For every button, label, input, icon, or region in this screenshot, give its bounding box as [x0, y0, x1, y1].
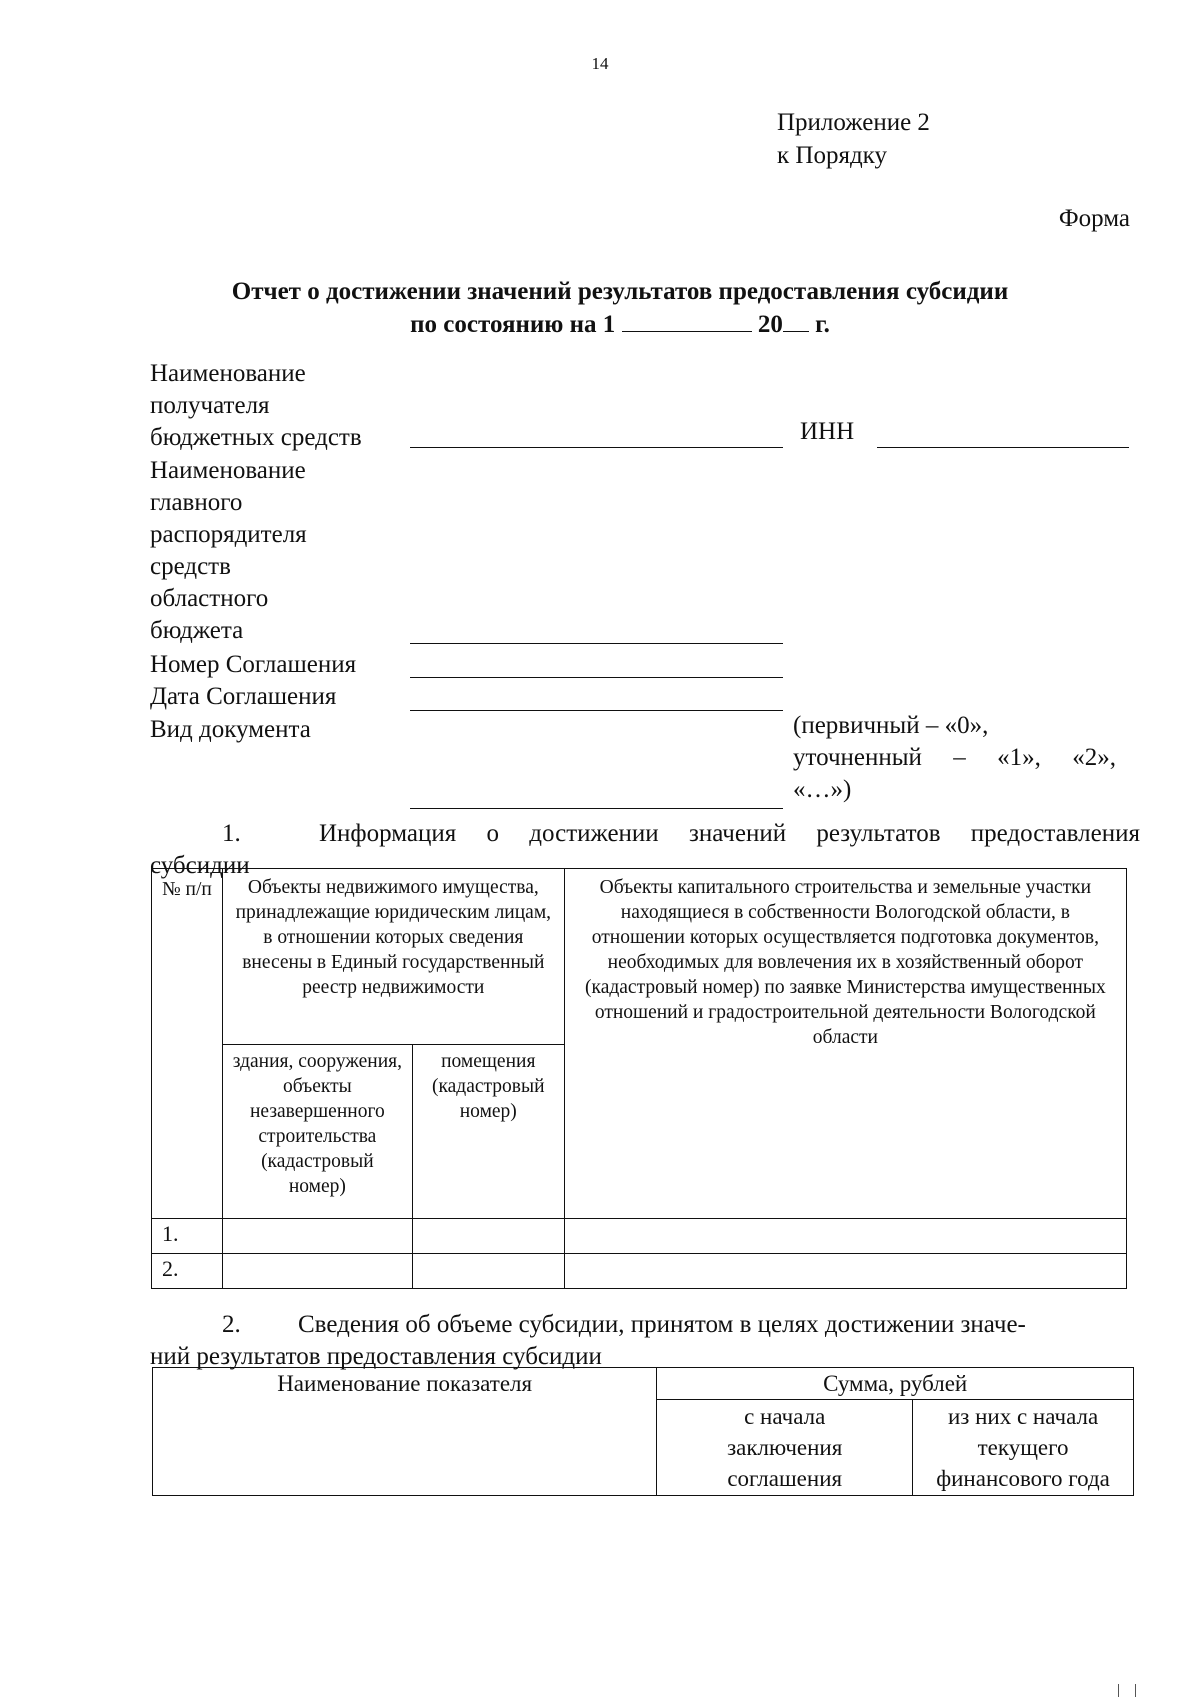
heading-line	[150, 1309, 1136, 1341]
form-label: Форма	[1058, 205, 1130, 232]
table-cell[interactable]	[412, 1219, 564, 1254]
table-row	[152, 1254, 1127, 1289]
agreement-date-field[interactable]	[410, 710, 783, 711]
results-table	[151, 868, 1127, 1289]
recipient-field[interactable]	[410, 447, 783, 448]
subsidy-volume-table	[152, 1367, 1134, 1496]
recipient-label	[150, 358, 362, 454]
header-cell-sum: Сумма, рублей	[657, 1368, 1134, 1400]
table-cell[interactable]	[564, 1219, 1126, 1254]
table-cell[interactable]	[564, 1254, 1126, 1289]
document-type-note	[793, 710, 1116, 806]
document-type-label: Вид документа	[150, 716, 311, 743]
header-cell-buildings: здания, сооружения, объекты незавершенного строительства (кадастровый номер)	[222, 1045, 412, 1219]
scan-edge-mark	[1118, 1684, 1136, 1697]
section-number: 1.	[222, 820, 241, 847]
heading-word: Информация	[319, 820, 457, 847]
table-cell[interactable]	[222, 1254, 412, 1289]
header-cell-capital-objects: Объекты капитального строительства и земельные участки находящиеся в собственности Вологодской области, в отношении которых осуществляется подготовка документов, необходимых для вовлечения их в хозяйственный оборот (кадастровый номер) по заявке Министерства имущественных отношений и градостроительной деятельности Вологодской области	[564, 869, 1126, 1219]
section-number: 2.	[222, 1311, 241, 1338]
table-cell[interactable]	[412, 1254, 564, 1289]
appendix-reference	[777, 106, 930, 172]
heading-line: субсидии	[150, 852, 250, 879]
agreement-date-label: Дата Соглашения	[150, 683, 337, 710]
heading-line	[150, 818, 1140, 850]
date-blank[interactable]	[622, 309, 752, 332]
label-line: главного	[150, 489, 243, 516]
document-type-field[interactable]	[410, 808, 783, 809]
label-line: Наименование	[150, 457, 306, 484]
agreement-number-field[interactable]	[410, 677, 783, 678]
note-word: «2»,	[1072, 744, 1116, 771]
header-cell-indicator: Наименование показателя	[153, 1368, 657, 1496]
agreement-number-label: Номер Соглашения	[150, 651, 357, 678]
note-word: «1»,	[997, 744, 1041, 771]
table-cell[interactable]	[222, 1219, 412, 1254]
header-cell-since-agreement: с начала заключения соглашения	[657, 1400, 913, 1496]
title-year: 20	[757, 311, 783, 338]
title-year-suffix: г.	[815, 311, 830, 338]
label-line: бюджетных средств	[150, 424, 362, 451]
year-blank[interactable]	[783, 309, 809, 332]
row-number: 2.	[152, 1254, 223, 1289]
table-row	[152, 1219, 1127, 1254]
heading-text: Сведения об объеме субсидии, принятом в целях достижении значе-	[298, 1311, 1026, 1338]
main-distributor-field[interactable]	[410, 643, 783, 644]
header-cell-since-year: из них с начала текущего финансового года	[913, 1400, 1134, 1496]
header-cell-num: № п/п	[152, 869, 223, 1219]
label-line: областного	[150, 585, 269, 612]
heading-word: предоставления	[970, 820, 1140, 847]
label-line: распорядителя	[150, 521, 307, 548]
note-line: «…»)	[793, 776, 852, 803]
heading-word: результатов	[816, 820, 941, 847]
heading-word: достижении	[529, 820, 659, 847]
note-word: уточненный	[793, 744, 922, 771]
note-line: (первичный – «0»,	[793, 712, 989, 739]
heading-word: значений	[688, 820, 787, 847]
label-line: средств	[150, 553, 231, 580]
appendix-line: к Порядку	[777, 142, 887, 169]
row-number: 1.	[152, 1219, 223, 1254]
table-header-row	[152, 869, 1127, 1045]
table-header-row	[153, 1368, 1134, 1400]
main-distributor-label	[150, 455, 307, 647]
section-2-heading	[150, 1309, 1136, 1373]
note-word: –	[953, 744, 966, 771]
label-line: Наименование	[150, 360, 306, 387]
header-cell-premises: помещения (кадастровый номер)	[412, 1045, 564, 1219]
header-cell-objects: Объекты недвижимого имущества, принадлежащие юридическим лицам, в отношении которых сведения внесены в Единый государственный реестр недвижимости	[222, 869, 564, 1045]
label-line: бюджета	[150, 617, 244, 644]
title-line	[150, 308, 1090, 341]
heading-line: ний результатов предоставления субсидии	[150, 1343, 602, 1370]
heading-word: о	[486, 820, 500, 847]
title-date-prefix: по состоянию на 1	[410, 311, 616, 338]
title-line: Отчет о достижении значений результатов предоставления субсидии	[231, 278, 1009, 305]
page-number: 14	[591, 54, 609, 73]
note-line	[793, 742, 1116, 774]
inn-label: ИНН	[800, 418, 855, 445]
inn-field[interactable]	[877, 447, 1129, 448]
report-title	[150, 275, 1090, 341]
label-line: получателя	[150, 392, 270, 419]
appendix-line: Приложение 2	[777, 109, 930, 136]
